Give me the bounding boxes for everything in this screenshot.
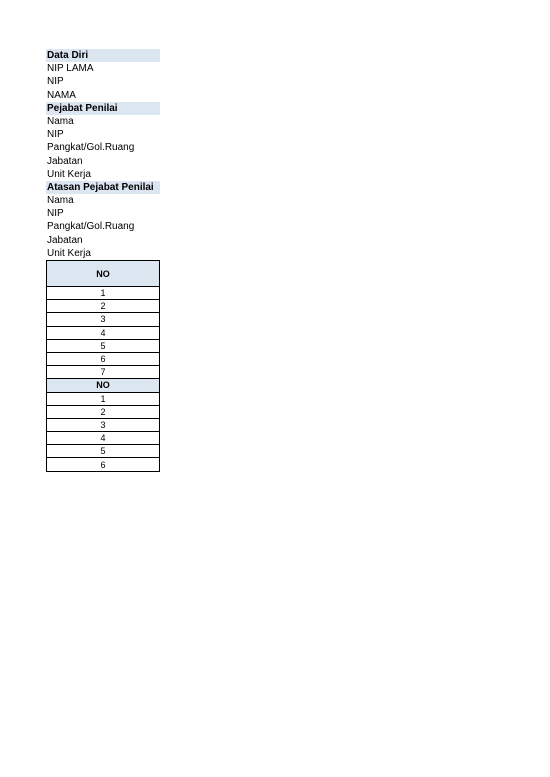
- table-cell: 3: [47, 418, 160, 431]
- table1-header: NO: [47, 261, 160, 287]
- field-app-unit-kerja: Unit Kerja: [47, 247, 91, 259]
- table-header-row: [47, 261, 160, 287]
- field-nip-lama: NIP LAMA: [47, 63, 94, 75]
- field-pp-pangkat: Pangkat/Gol.Ruang: [47, 142, 135, 154]
- field-pp-nama: Nama: [47, 115, 74, 127]
- field-pp-unit-kerja: Unit Kerja: [47, 168, 91, 180]
- section-header-pejabat-penilai: Pejabat Penilai: [46, 102, 160, 115]
- table-row: [47, 300, 160, 313]
- number-table: [46, 260, 160, 472]
- field-app-nama: Nama: [47, 195, 74, 207]
- table-cell: 6: [47, 458, 160, 471]
- table-cell: 2: [47, 405, 160, 418]
- table-row: [47, 313, 160, 326]
- field-nip: NIP: [47, 76, 64, 88]
- table-row: [47, 326, 160, 339]
- table-row: [47, 405, 160, 418]
- field-app-pangkat: Pangkat/Gol.Ruang: [47, 221, 135, 233]
- table-row: [47, 287, 160, 300]
- table-row: [47, 352, 160, 365]
- section-header-atasan-pejabat-penilai: Atasan Pejabat Penilai: [46, 181, 160, 194]
- table-row: [47, 458, 160, 471]
- table-header-row: [47, 379, 160, 392]
- table2-header: NO: [47, 379, 160, 392]
- field-pp-jabatan: Jabatan: [47, 155, 83, 167]
- field-nama: NAMA: [47, 89, 76, 101]
- table-row: [47, 392, 160, 405]
- table-cell: 4: [47, 326, 160, 339]
- table-cell: 5: [47, 339, 160, 352]
- table-row: [47, 432, 160, 445]
- table-cell: 6: [47, 352, 160, 365]
- sheet: [46, 49, 160, 472]
- field-pp-nip: NIP: [47, 129, 64, 141]
- table-cell: 1: [47, 392, 160, 405]
- table-row: [47, 366, 160, 379]
- table-cell: 1: [47, 287, 160, 300]
- section-header-data-diri: Data Diri: [46, 49, 160, 62]
- table-cell: 2: [47, 300, 160, 313]
- table-cell: 4: [47, 432, 160, 445]
- table-cell: 7: [47, 366, 160, 379]
- table-row: [47, 339, 160, 352]
- table-cell: 5: [47, 445, 160, 458]
- field-app-nip: NIP: [47, 208, 64, 220]
- field-app-jabatan: Jabatan: [47, 234, 83, 246]
- table-row: [47, 445, 160, 458]
- table-cell: 3: [47, 313, 160, 326]
- table-row: [47, 418, 160, 431]
